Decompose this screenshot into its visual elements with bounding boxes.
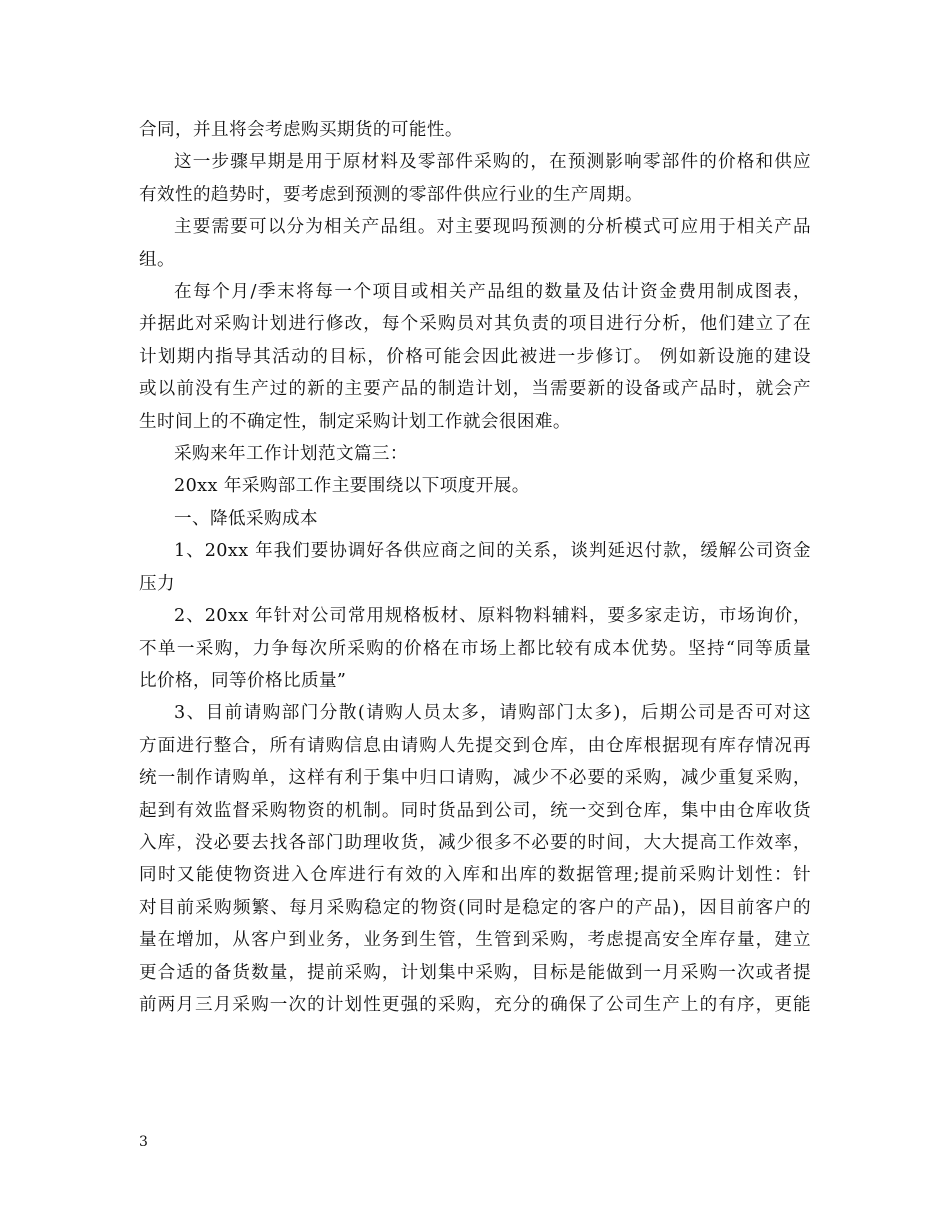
text-line: 1、20xx 年我们要协调好各供应商之间的关系，谈判延迟付款，缓解公司资金 xyxy=(174,541,811,562)
text-line: 采购来年工作计划范文篇三： xyxy=(174,444,408,465)
text-line: 方面进行整合，所有请购信息由请购人先提交到仓库，由仓库根据现有库存情况再 xyxy=(139,735,811,756)
text-line: 压力 xyxy=(139,573,175,594)
text-line: 合同，并且将会考虑购买期货的可能性。 xyxy=(139,120,463,140)
text-line: 起到有效监督采购物资的机制。同时货品到公司，统一交到仓库，集中由仓库收货 xyxy=(139,800,811,821)
text-line: 并据此对采购计划进行修改，每个采购员对其负责的项目进行分析，他们建立了在 xyxy=(139,314,811,335)
document-body xyxy=(139,114,811,1021)
text-line: 同时又能使物资进入仓库进行有效的入库和出库的数据管理;提前采购计划性：针 xyxy=(139,865,811,886)
text-line: 主要需要可以分为相关产品组。对主要现吗预测的分析模式可应用于相关产品 xyxy=(174,217,811,238)
text-line: 不单一采购，力争每次所采购的价格在市场上都比较有成本优势。坚持“同等质量 xyxy=(139,638,811,659)
text-line: 对目前采购频繁、每月采购稳定的物资(同时是稳定的客户的产品)，因目前客户的 xyxy=(139,897,811,918)
text-line: 量在增加，从客户到业务，业务到生管，生管到采购，考虑提高安全库存量，建立 xyxy=(139,930,811,951)
text-line: 组。 xyxy=(139,249,175,270)
text-line: 3、目前请购部门分散(请购人员太多，请购部门太多)，后期公司是否可对这 xyxy=(174,703,811,724)
text-line: 2、20xx 年针对公司常用规格板材、原料物料辅料，要多家走访，市场询价， xyxy=(174,606,811,627)
text-line: 比价格，同等价格比质量” xyxy=(139,670,347,691)
text-line: 或以前没有生产过的新的主要产品的制造计划，当需要新的设备或产品时，就会产 xyxy=(139,379,811,400)
text-line: 一、降低采购成本 xyxy=(174,508,318,529)
text-line: 20xx 年采购部工作主要围绕以下项度开展。 xyxy=(174,476,530,497)
text-line: 在每个月/季末将每一个项目或相关产品组的数量及估计资金费用制成图表， xyxy=(174,282,811,303)
text-line: 前两月三月采购一次的计划性更强的采购，充分的确保了公司生产上的有序，更能 xyxy=(139,994,811,1015)
text-line: 更合适的备货数量，提前采购，计划集中采购，目标是能做到一月采购一次或者提 xyxy=(139,962,811,983)
text-line: 入库，没必要去找各部门助理收货，减少很多不必要的时间，大大提高工作效率， xyxy=(139,832,811,853)
text-line: 这一步骤早期是用于原材料及零部件采购的，在预测影响零部件的价格和供应 xyxy=(174,152,811,173)
text-line: 计划期内指导其活动的目标，价格可能会因此被进一步修订。 例如新设施的建设 xyxy=(139,346,811,367)
page-number: 3 xyxy=(139,1134,148,1150)
text-line: 统一制作请购单，这样有利于集中归口请购，减少不必要的采购，减少重复采购， xyxy=(139,768,811,789)
text-line: 生时间上的不确定性，制定采购计划工作就会很困难。 xyxy=(139,411,571,432)
text-line: 有效性的趋势时，要考虑到预测的零部件供应行业的生产周期。 xyxy=(139,184,643,205)
